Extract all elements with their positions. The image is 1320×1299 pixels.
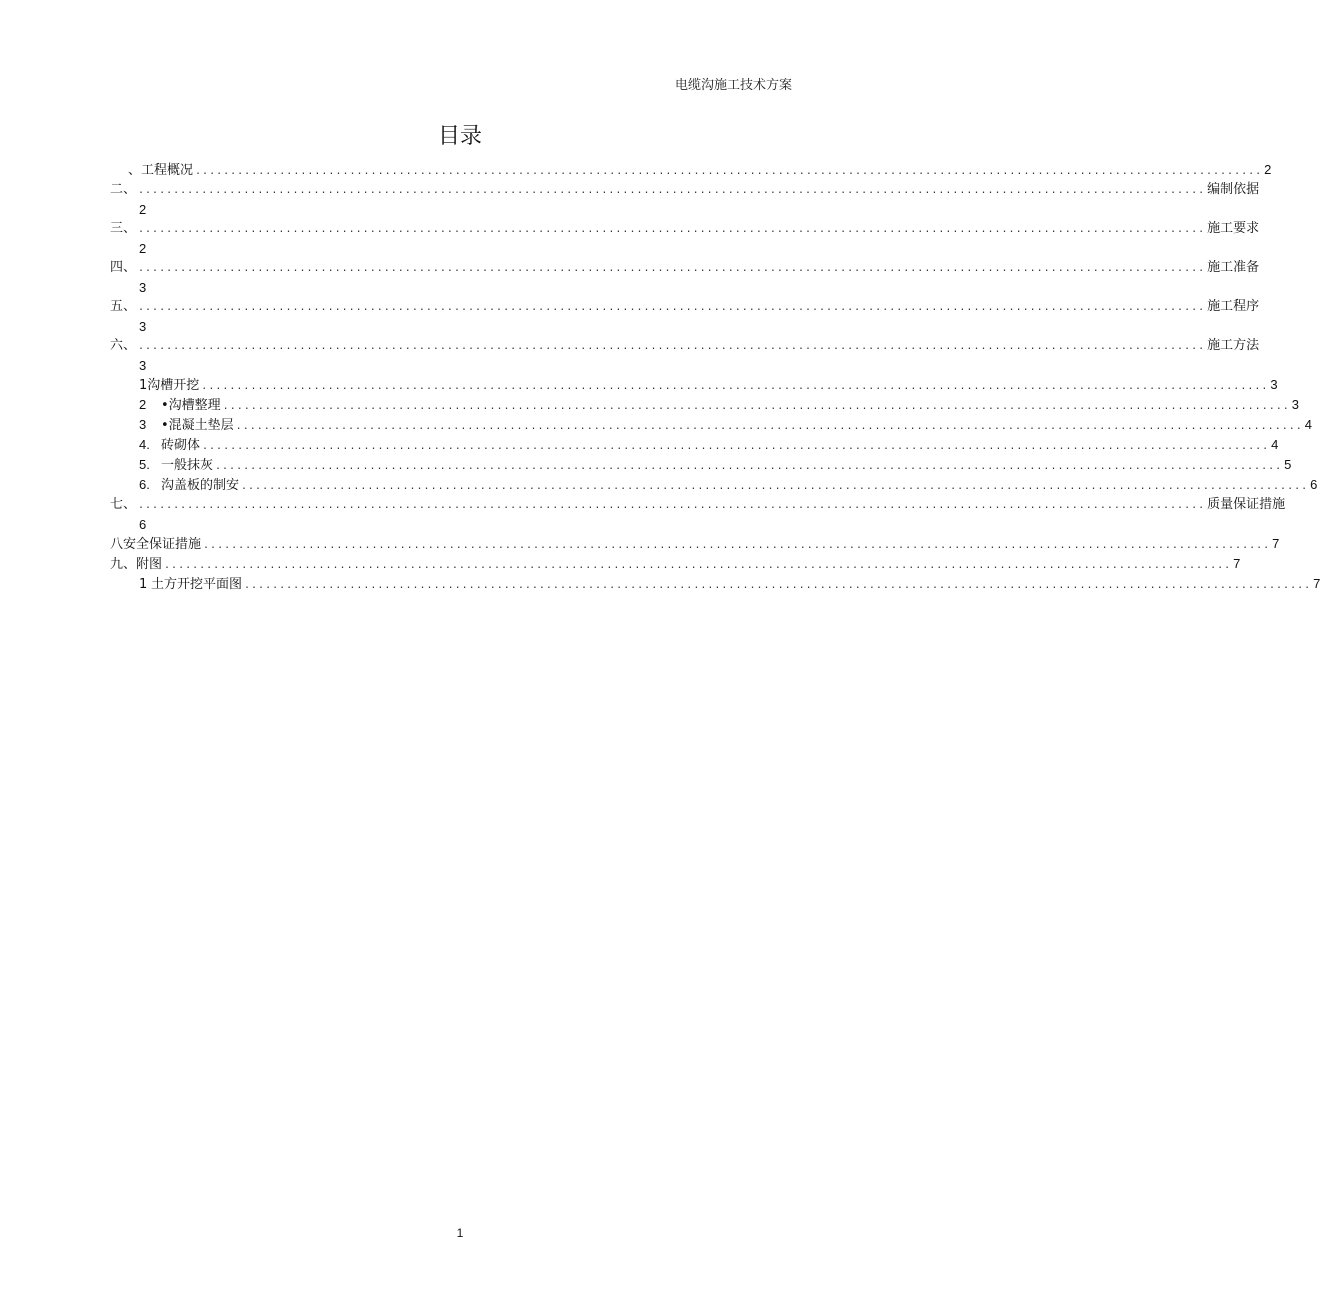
leader-dots: ........................................................................................................................................................ [195, 166, 1263, 177]
toc-entry [110, 554, 1241, 574]
toc-entry-page: 6 [1310, 477, 1318, 492]
leader-dots: ........................................................................................................................................................ [164, 560, 1232, 571]
toc-entry-page: 5 [1284, 457, 1292, 472]
toc-entry-label: 编制依据 [1207, 182, 1260, 197]
toc-entry [110, 495, 1286, 515]
toc-entry-label: 工程概况 [141, 163, 194, 178]
toc-entry-page: 3 [1291, 397, 1300, 412]
leader-dots: ........................................................................................................................................................ [215, 461, 1283, 472]
toc-entry-page: 7 [1272, 536, 1280, 551]
toc-entry-number: 八 [110, 537, 124, 552]
toc-subentry [110, 455, 1292, 475]
toc-subentry [110, 375, 1278, 395]
leader-dots: ........................................................................................................................................................ [222, 401, 1290, 412]
toc-entry-label: 沟盖板的制安 [161, 478, 240, 493]
toc-entry-number: 二、 [110, 182, 137, 197]
toc-entry-label: 附图 [136, 557, 163, 572]
toc-entry-label: 砖砌体 [161, 438, 201, 453]
toc-entry-page: 3 [1270, 377, 1278, 392]
toc-entry-number: 5. [139, 457, 150, 472]
toc-entry [110, 160, 1272, 180]
toc-entry-page: 4 [1271, 437, 1279, 452]
running-header: 电缆沟施工技术方案 [674, 78, 792, 93]
leader-dots: ........................................................................................................................................................ [138, 500, 1206, 511]
toc-entry-number: 四、 [110, 260, 137, 275]
leader-dots: ........................................................................................................................................................ [201, 381, 1269, 392]
leader-dots: ........................................................................................................................................................ [202, 441, 1270, 452]
leader-dots: ........................................................................................................................................................ [241, 481, 1309, 492]
leader-dots: ........................................................................................................................................................ [203, 540, 1271, 551]
table-of-contents [110, 160, 1320, 594]
toc-entry-number: 1 [139, 577, 148, 592]
toc-entry-number: 三、 [110, 221, 137, 236]
toc-entry-label: 施工准备 [1207, 260, 1260, 275]
toc-subentry [110, 435, 1279, 455]
toc-entry-number: 七、 [110, 497, 137, 512]
toc-entry-number: 3 [139, 417, 147, 432]
toc-entry-number: 、 [128, 163, 142, 178]
toc-entry-number: 九、 [110, 557, 137, 572]
toc-entry-label: 安全保证措施 [123, 537, 202, 552]
toc-entry-label: •沟槽整理 [161, 398, 221, 413]
leader-dots: ........................................................................................................................................................ [138, 224, 1206, 235]
toc-entry-page: 7 [1233, 556, 1241, 571]
toc-entry-page: 4 [1304, 417, 1313, 432]
toc-entry-label: 沟槽开挖 [147, 378, 200, 393]
toc-entry-label: 施工程序 [1207, 299, 1260, 314]
toc-entry-number: 2 [139, 397, 147, 412]
leader-dots: ........................................................................................................................................................ [138, 341, 1206, 352]
toc-entry-label: 土方开挖平面图 [151, 577, 243, 592]
toc-entry-number: 4. [139, 437, 150, 452]
leader-dots: ........................................................................................................................................................ [235, 421, 1303, 432]
toc-entry-number: 六、 [110, 338, 137, 353]
toc-entry-page: 2 [139, 241, 147, 256]
toc-entry-label: 施工方法 [1207, 338, 1260, 353]
toc-heading: 目录 [437, 124, 482, 149]
toc-entry-label: 施工要求 [1207, 221, 1260, 236]
toc-subentry [110, 395, 1300, 415]
leader-dots: ........................................................................................................................................................ [244, 580, 1312, 591]
toc-entry-page: 2 [139, 202, 147, 217]
toc-entry-page: 3 [139, 319, 147, 334]
leader-dots: ........................................................................................................................................................ [138, 302, 1206, 313]
toc-entry [110, 336, 1260, 356]
toc-entry-page: 6 [139, 517, 147, 532]
toc-entry-label: 质量保证措施 [1207, 497, 1286, 512]
toc-entry-label: 一般抹灰 [161, 458, 214, 473]
toc-entry [110, 534, 1280, 554]
toc-entry-number: 6. [139, 477, 150, 492]
leader-dots: ........................................................................................................................................................ [138, 185, 1206, 196]
toc-entry-page: 3 [139, 280, 147, 295]
page-number: 1 [456, 1226, 464, 1240]
toc-entry [110, 258, 1260, 278]
toc-entry [110, 219, 1260, 239]
toc-entry-page: 3 [139, 358, 147, 373]
toc-entry [110, 180, 1260, 200]
toc-subentry [110, 415, 1313, 435]
toc-entry-label: •混凝土垫层 [161, 418, 234, 433]
toc-entry-page: 7 [1313, 576, 1320, 591]
toc-entry [110, 297, 1260, 317]
toc-subentry [110, 475, 1318, 495]
leader-dots: ........................................................................................................................................................ [138, 263, 1206, 274]
toc-entry-number: 五、 [110, 299, 137, 314]
toc-entry-page: 2 [1264, 162, 1272, 177]
toc-subentry [110, 574, 1320, 594]
toc-entry-number: 1 [139, 378, 148, 393]
